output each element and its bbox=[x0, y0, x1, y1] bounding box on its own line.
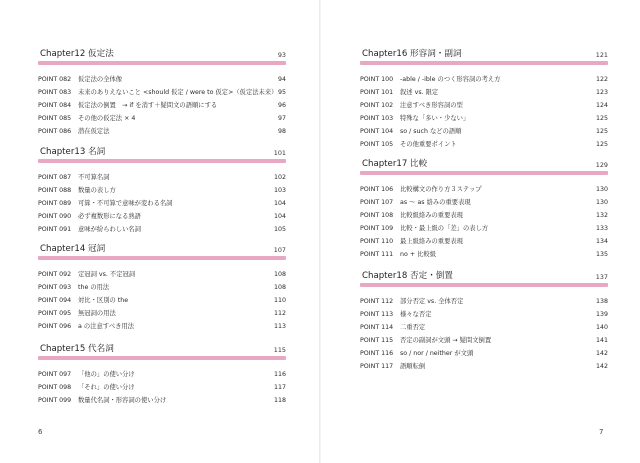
point-number: POINT 088 bbox=[38, 187, 72, 195]
chapter-header bbox=[38, 343, 286, 357]
toc-entry bbox=[38, 281, 286, 294]
toc-entry bbox=[38, 368, 286, 381]
chapter-items bbox=[360, 295, 608, 374]
toc-entry bbox=[360, 196, 608, 209]
point-page: 140 bbox=[595, 324, 608, 332]
point-number: POINT 095 bbox=[38, 310, 72, 318]
point-page: 141 bbox=[595, 337, 608, 345]
point-number: POINT 096 bbox=[38, 323, 72, 331]
point-page: 125 bbox=[595, 115, 608, 123]
point-title: 対比・区別の the bbox=[78, 297, 129, 305]
point-page: 134 bbox=[595, 238, 608, 246]
point-title: 注意すべき形容詞の型 bbox=[400, 102, 463, 110]
toc-entry bbox=[360, 235, 608, 248]
point-title: 「それ」の使い分け bbox=[78, 384, 135, 392]
toc-entry bbox=[360, 295, 608, 308]
toc-entry bbox=[38, 394, 286, 407]
page-number-right: 7 bbox=[599, 428, 604, 436]
point-page: 125 bbox=[595, 128, 608, 136]
point-page: 118 bbox=[273, 397, 286, 405]
chapter-items bbox=[38, 73, 286, 138]
toc-entry bbox=[360, 99, 608, 112]
point-number: POINT 105 bbox=[360, 141, 394, 149]
point-number: POINT 114 bbox=[360, 324, 394, 332]
chapter-page: 93 bbox=[277, 51, 286, 59]
chapter-section bbox=[38, 243, 286, 331]
chapter-header bbox=[360, 48, 608, 62]
point-title: 比較構文の作り方３ステップ bbox=[400, 186, 482, 193]
point-number: POINT 108 bbox=[360, 212, 394, 220]
point-page: 105 bbox=[273, 226, 286, 234]
toc-entry bbox=[360, 86, 608, 99]
point-page: 142 bbox=[595, 350, 608, 358]
point-page: 104 bbox=[273, 200, 286, 208]
chapter-page: 107 bbox=[273, 246, 286, 254]
point-number: POINT 094 bbox=[38, 297, 72, 305]
point-number: POINT 103 bbox=[360, 115, 394, 123]
point-page: 102 bbox=[273, 174, 286, 181]
point-number: POINT 093 bbox=[38, 284, 72, 292]
point-page: 104 bbox=[273, 213, 286, 221]
toc-entry bbox=[360, 308, 608, 321]
point-title: 数量代名詞・形容詞の使い分け bbox=[78, 397, 167, 405]
point-page: 110 bbox=[273, 297, 286, 305]
point-title: 意味が紛らわしい名詞 bbox=[78, 226, 141, 234]
chapter-header bbox=[38, 146, 286, 160]
chapter-section bbox=[360, 48, 608, 149]
chapter-header bbox=[38, 48, 286, 62]
chapter-page: 137 bbox=[595, 273, 608, 281]
chapter-accent-bar bbox=[38, 256, 286, 260]
point-page: 122 bbox=[595, 76, 608, 83]
point-number: POINT 092 bbox=[38, 271, 72, 278]
chapter-section bbox=[38, 343, 286, 405]
point-page: 113 bbox=[273, 323, 286, 331]
toc-entry bbox=[38, 112, 286, 125]
point-number: POINT 097 bbox=[38, 371, 72, 378]
point-title: so / such などの語順 bbox=[400, 128, 462, 136]
point-page: 97 bbox=[277, 115, 286, 123]
point-number: POINT 100 bbox=[360, 76, 394, 83]
chapter-title: Chapter12 仮定法 bbox=[40, 49, 114, 59]
point-number: POINT 099 bbox=[38, 397, 72, 405]
point-title: 必ず複数形になる熟語 bbox=[78, 213, 141, 221]
toc-entry bbox=[360, 334, 608, 347]
point-title: the の用法 bbox=[78, 284, 110, 292]
point-page: 139 bbox=[595, 311, 608, 319]
point-title: 潜在仮定法 bbox=[78, 128, 110, 136]
chapter-accent-bar bbox=[360, 283, 608, 287]
point-title: 仮定法の倒置 → if を消す＋疑問文の語順にする bbox=[78, 102, 218, 110]
chapter-title: Chapter17 比較 bbox=[362, 159, 428, 169]
chapter-page: 101 bbox=[273, 149, 286, 157]
chapter-title: Chapter14 冠詞 bbox=[40, 244, 106, 254]
point-title: 語順転倒 bbox=[400, 363, 426, 371]
point-title: 最上級絡みの重要表現 bbox=[400, 238, 463, 246]
chapter-page: 121 bbox=[595, 51, 608, 59]
chapter-page: 129 bbox=[595, 161, 608, 169]
chapter-accent-bar bbox=[38, 356, 286, 360]
toc-entry bbox=[360, 222, 608, 235]
point-page: 125 bbox=[595, 141, 608, 149]
point-page: 130 bbox=[595, 199, 608, 207]
toc-entry bbox=[360, 138, 608, 151]
point-number: POINT 082 bbox=[38, 76, 72, 83]
point-number: POINT 107 bbox=[360, 199, 394, 207]
point-title: 「他の」の使い分け bbox=[78, 371, 135, 378]
toc-entry bbox=[360, 360, 608, 373]
point-number: POINT 116 bbox=[360, 350, 394, 358]
toc-entry bbox=[360, 183, 608, 196]
point-page: 96 bbox=[277, 102, 286, 110]
point-number: POINT 085 bbox=[38, 115, 72, 123]
point-page: 130 bbox=[595, 186, 608, 193]
toc-entry bbox=[38, 125, 286, 138]
point-title: 二重否定 bbox=[400, 324, 426, 332]
toc-entry bbox=[38, 171, 286, 184]
chapter-items bbox=[38, 368, 286, 407]
chapter-header bbox=[360, 270, 608, 284]
toc-entry bbox=[360, 209, 608, 222]
toc-entry bbox=[38, 99, 286, 112]
chapter-items bbox=[360, 73, 608, 152]
point-page: 112 bbox=[273, 310, 286, 318]
point-page: 135 bbox=[595, 251, 608, 259]
point-number: POINT 113 bbox=[360, 311, 394, 319]
point-number: POINT 110 bbox=[360, 238, 394, 246]
point-title: 部分否定 vs. 全体否定 bbox=[400, 298, 464, 305]
toc-entry bbox=[38, 268, 286, 281]
point-title: 未来のありえないこと <should 仮定 / were to 仮定>（仮定法未来） bbox=[78, 89, 278, 97]
page-number-left: 6 bbox=[38, 428, 43, 436]
point-page: 124 bbox=[595, 102, 608, 110]
toc-entry bbox=[360, 73, 608, 86]
chapter-items bbox=[360, 183, 608, 262]
toc-entry bbox=[360, 125, 608, 138]
point-number: POINT 115 bbox=[360, 337, 394, 345]
page-gutter bbox=[319, 0, 321, 463]
chapter-accent-bar bbox=[38, 61, 286, 65]
toc-entry bbox=[360, 112, 608, 125]
toc-entry bbox=[38, 307, 286, 320]
chapter-accent-bar bbox=[360, 171, 608, 175]
point-page: 138 bbox=[595, 298, 608, 305]
toc-entry bbox=[38, 320, 286, 333]
toc-entry bbox=[38, 184, 286, 197]
toc-entry bbox=[38, 381, 286, 394]
point-number: POINT 091 bbox=[38, 226, 72, 234]
point-title: 比較級絡みの重要表現 bbox=[400, 212, 463, 220]
chapter-section bbox=[38, 146, 286, 234]
point-number: POINT 098 bbox=[38, 384, 72, 392]
point-title: 叙述 vs. 限定 bbox=[400, 89, 439, 97]
toc-entry bbox=[360, 347, 608, 360]
chapter-title: Chapter13 名詞 bbox=[40, 147, 106, 157]
point-number: POINT 089 bbox=[38, 200, 72, 208]
chapter-title: Chapter16 形容詞・副詞 bbox=[362, 49, 462, 59]
chapter-title: Chapter18 否定・倒置 bbox=[362, 271, 453, 281]
point-title: so / nor / neither が文頭 bbox=[400, 350, 474, 358]
point-title: その他重要ポイント bbox=[400, 141, 457, 149]
toc-entry bbox=[360, 248, 608, 261]
point-page: 142 bbox=[595, 363, 608, 371]
chapter-accent-bar bbox=[360, 61, 608, 65]
point-page: 108 bbox=[273, 284, 286, 292]
chapter-header bbox=[38, 243, 286, 257]
chapter-section bbox=[360, 270, 608, 371]
point-title: 不可算名詞 bbox=[78, 174, 110, 181]
point-page: 103 bbox=[273, 187, 286, 195]
point-page: 133 bbox=[595, 225, 608, 233]
point-page: 132 bbox=[595, 212, 608, 220]
point-number: POINT 083 bbox=[38, 89, 72, 97]
point-title: 定冠詞 vs. 不定冠詞 bbox=[78, 271, 136, 278]
point-title: 様々な否定 bbox=[400, 311, 432, 319]
point-title: 数量の表し方 bbox=[78, 187, 116, 195]
chapter-title: Chapter15 代名詞 bbox=[40, 344, 114, 354]
chapter-section bbox=[38, 48, 286, 136]
toc-entry bbox=[38, 86, 286, 99]
point-title: -able / -ible のつく形容詞の考え方 bbox=[400, 76, 501, 83]
chapter-section bbox=[360, 158, 608, 259]
point-title: no + 比較級 bbox=[400, 251, 437, 259]
point-page: 98 bbox=[277, 128, 286, 136]
point-number: POINT 111 bbox=[360, 251, 394, 259]
point-title: その他の仮定法 × 4 bbox=[78, 115, 136, 123]
point-number: POINT 117 bbox=[360, 363, 394, 371]
toc-entry bbox=[38, 294, 286, 307]
point-title: 特殊な「多い・少ない」 bbox=[400, 115, 470, 123]
point-title: 比較・最上級の「差」の表し方 bbox=[400, 225, 489, 233]
toc-entry bbox=[38, 223, 286, 236]
point-number: POINT 106 bbox=[360, 186, 394, 193]
point-title: 仮定法の全体像 bbox=[78, 76, 123, 83]
point-number: POINT 102 bbox=[360, 102, 394, 110]
toc-entry bbox=[38, 210, 286, 223]
point-number: POINT 084 bbox=[38, 102, 72, 110]
chapter-items bbox=[38, 171, 286, 236]
point-title: 否定の副詞が文頭 → 疑問文倒置 bbox=[400, 337, 492, 345]
point-number: POINT 090 bbox=[38, 213, 72, 221]
point-page: 116 bbox=[273, 371, 286, 378]
point-number: POINT 101 bbox=[360, 89, 394, 97]
point-page: 94 bbox=[277, 76, 286, 83]
point-number: POINT 086 bbox=[38, 128, 72, 136]
chapter-accent-bar bbox=[38, 159, 286, 163]
point-number: POINT 112 bbox=[360, 298, 394, 305]
chapter-items bbox=[38, 268, 286, 333]
point-title: 可算・不可算で意味が変わる名詞 bbox=[78, 200, 173, 208]
point-number: POINT 087 bbox=[38, 174, 72, 181]
point-number: POINT 104 bbox=[360, 128, 394, 136]
toc-entry bbox=[38, 73, 286, 86]
toc-entry bbox=[38, 197, 286, 210]
point-title: a の注意すべき用法 bbox=[78, 323, 135, 331]
point-title: as 〜 as 絡みの重要表現 bbox=[400, 199, 471, 207]
point-number: POINT 109 bbox=[360, 225, 394, 233]
point-page: 123 bbox=[595, 89, 608, 97]
chapter-header bbox=[360, 158, 608, 172]
point-page: 95 bbox=[277, 89, 286, 97]
toc-entry bbox=[360, 321, 608, 334]
point-page: 108 bbox=[273, 271, 286, 278]
point-title: 無冠詞の用法 bbox=[78, 310, 116, 318]
chapter-page: 115 bbox=[273, 346, 286, 354]
point-page: 117 bbox=[273, 384, 286, 392]
